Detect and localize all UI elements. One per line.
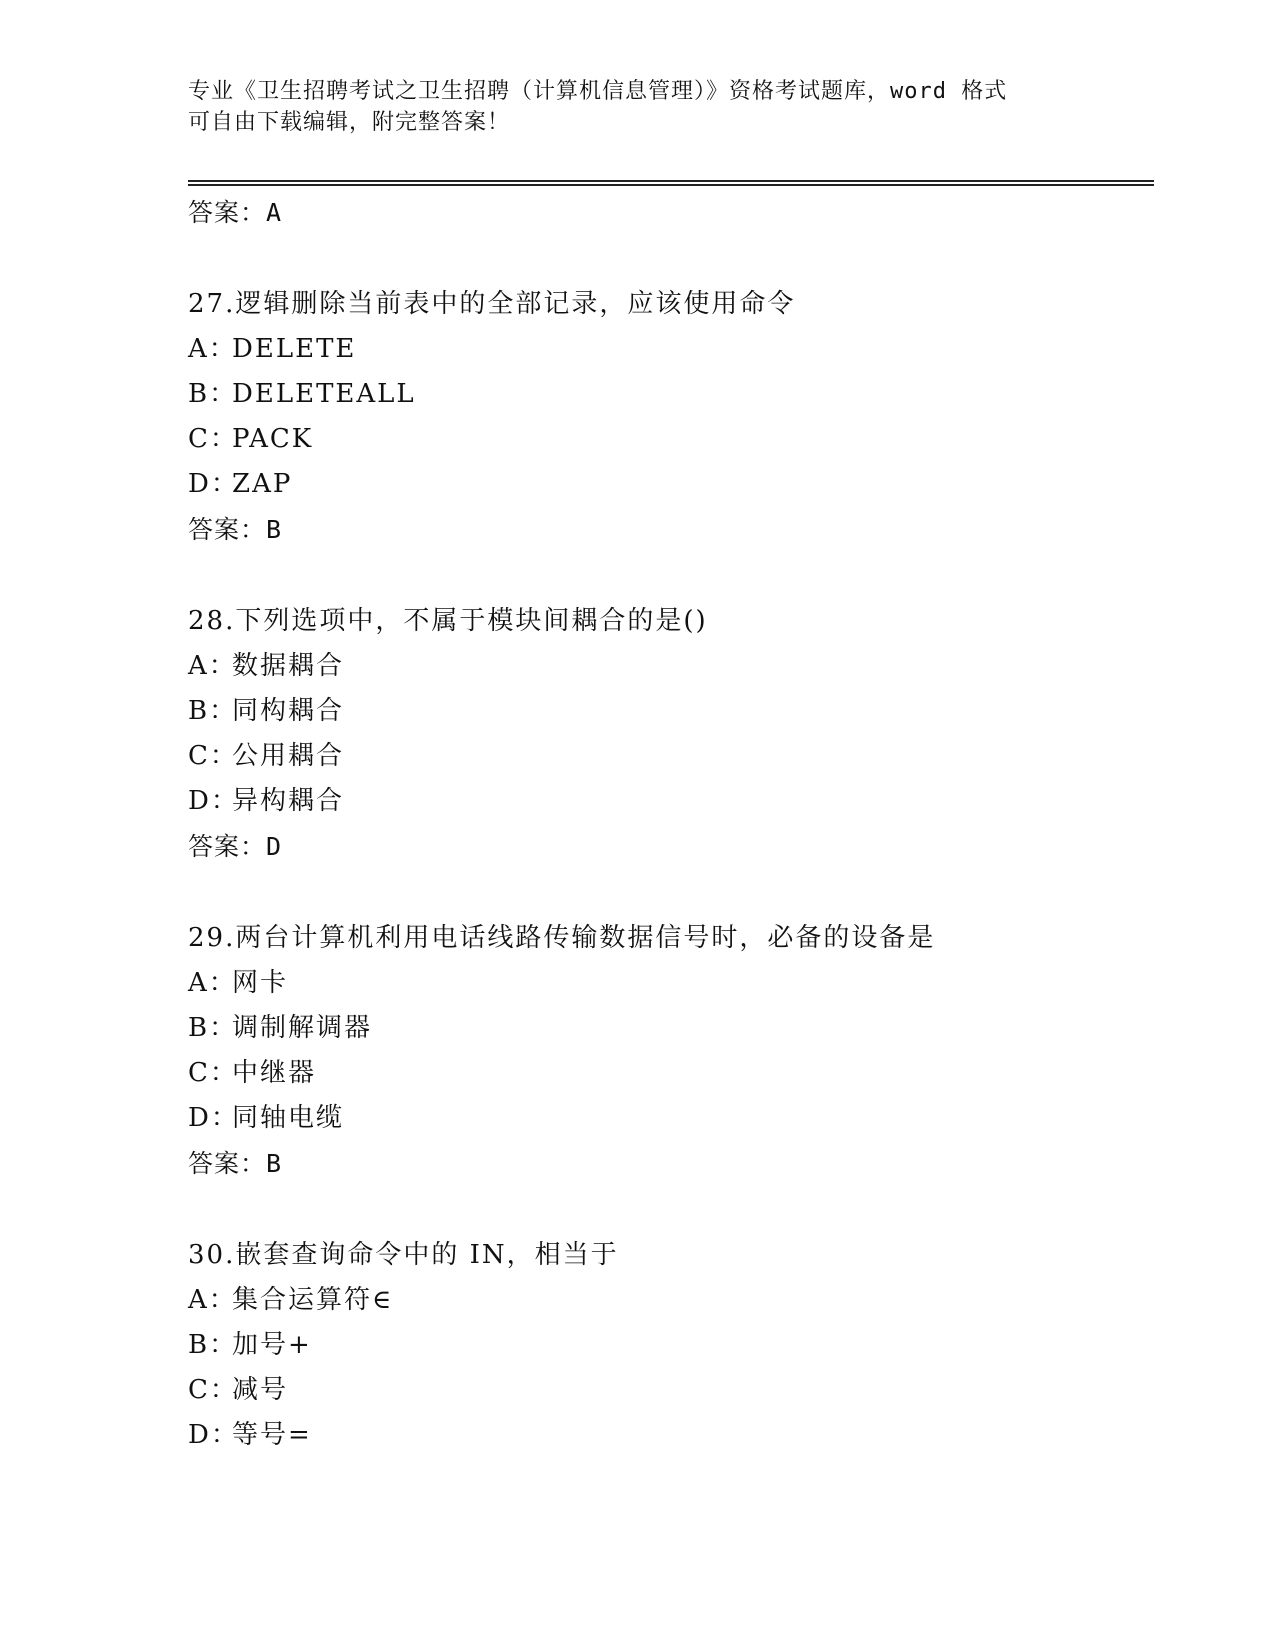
- option-text: 加号+: [232, 1330, 312, 1360]
- option-b: [188, 1006, 1154, 1051]
- option-b: [188, 1323, 1154, 1368]
- option-c: [188, 1051, 1154, 1096]
- question-block-30: [188, 1232, 1154, 1458]
- option-letter: B：: [188, 379, 238, 409]
- answer-line: 答案：B: [188, 1149, 283, 1178]
- option-letter: B：: [188, 1013, 238, 1043]
- option-letter: C：: [188, 424, 238, 454]
- question-text: 27.逻辑删除当前表中的全部记录，应该使用命令: [188, 289, 796, 319]
- option-b: [188, 689, 1154, 734]
- option-d: [188, 1096, 1154, 1141]
- option-text: DELETE: [232, 334, 357, 364]
- option-letter: A：: [188, 1285, 237, 1315]
- option-c: [188, 417, 1154, 462]
- header-line-2: 可自由下载编辑，附完整答案！: [188, 110, 511, 135]
- option-letter: C：: [188, 1058, 238, 1088]
- option-letter: A：: [188, 651, 237, 681]
- option-text: 公用耦合: [232, 741, 345, 771]
- answer-line: 答案：A: [188, 198, 283, 227]
- option-letter: D：: [188, 1420, 239, 1450]
- question-block-29: [188, 915, 1154, 1186]
- option-a: [188, 961, 1154, 1006]
- option-text: 异构耦合: [232, 786, 345, 816]
- question-text: 29.两台计算机利用电话线路传输数据信号时，必备的设备是: [188, 923, 936, 953]
- option-letter: C：: [188, 1375, 238, 1405]
- option-text: DELETEALL: [232, 379, 416, 409]
- option-letter: B：: [188, 696, 238, 726]
- option-text: 中继器: [232, 1058, 317, 1088]
- option-text: PACK: [232, 424, 314, 454]
- option-text: 同轴电缆: [232, 1103, 345, 1133]
- option-d: [188, 1413, 1154, 1458]
- option-letter: A：: [188, 968, 237, 998]
- option-text: 集合运算符∈: [232, 1285, 394, 1315]
- header-line-1: 专业《卫生招聘考试之卫生招聘（计算机信息管理）》资格考试题库，word 格式: [188, 79, 1008, 104]
- header-divider-bottom: [188, 184, 1154, 186]
- option-letter: B：: [188, 1330, 238, 1360]
- question-text: 28.下列选项中，不属于模块间耦合的是(): [188, 606, 708, 636]
- option-d: [188, 779, 1154, 824]
- option-c: [188, 1368, 1154, 1413]
- question-list: [188, 190, 1154, 1458]
- option-a: [188, 644, 1154, 689]
- question-block-28: [188, 598, 1154, 869]
- option-letter: A：: [188, 334, 237, 364]
- option-a: [188, 327, 1154, 372]
- option-text: 同构耦合: [232, 696, 345, 726]
- question-text: 30.嵌套查询命令中的 IN，相当于: [188, 1240, 619, 1270]
- question-block-27: [188, 281, 1154, 552]
- option-text: 减号: [232, 1375, 289, 1405]
- option-letter: D：: [188, 1103, 239, 1133]
- option-text: 网卡: [232, 968, 289, 998]
- option-a: [188, 1278, 1154, 1323]
- answer-line: 答案：B: [188, 515, 283, 544]
- option-text: ZAP: [232, 469, 293, 499]
- option-text: 数据耦合: [232, 651, 345, 681]
- option-d: [188, 462, 1154, 507]
- option-text: 调制解调器: [232, 1013, 373, 1043]
- option-b: [188, 372, 1154, 417]
- answer-line: 答案：D: [188, 832, 283, 861]
- option-text: 等号=: [232, 1420, 312, 1450]
- header-divider-top: [188, 180, 1154, 182]
- option-c: [188, 734, 1154, 779]
- option-letter: C：: [188, 741, 238, 771]
- document-header: [188, 76, 1088, 138]
- option-letter: D：: [188, 469, 239, 499]
- option-letter: D：: [188, 786, 239, 816]
